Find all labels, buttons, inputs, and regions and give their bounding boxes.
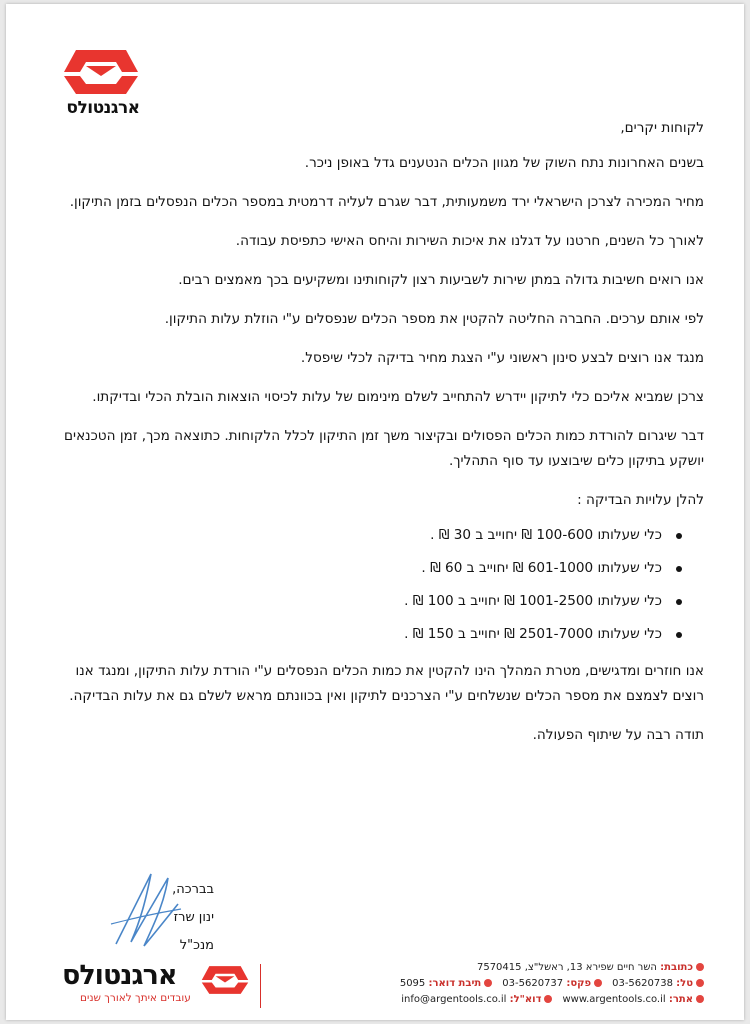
fax-icon [594, 979, 602, 987]
brand-name-footer: ארגנטולס [62, 960, 177, 991]
globe-icon [696, 995, 704, 1003]
bullet-icon [676, 566, 682, 572]
paragraph-4: אנו רואים חשיבות גדולה במתן שירות לשביעות רצון לקוחותינו ומשקיעים בכך מאמצים רבים. [178, 272, 704, 288]
signature-block [172, 876, 214, 960]
brand-logo-footer [60, 960, 260, 1010]
contact-row-phone: טל: 03-5620738 פקס: 03-5620737 תיבת דואר: 5095 [274, 976, 704, 992]
list-item: כלי שעלותו 1001-2500 ₪ יחוייב ב 100 ₪ . [64, 589, 704, 614]
paragraph-1: בשנים האחרונות נתח השוק של מגוון הכלים הנטענים גדל באופן ניכר. [304, 155, 704, 171]
footer-contacts [274, 960, 704, 1008]
signature-regards: בברכה, [172, 882, 214, 897]
brand-mark-icon [198, 964, 252, 996]
brand-logo-top [58, 48, 148, 118]
phone-icon [696, 979, 704, 987]
brand-tagline: עובדים איתך לאורך שנים [80, 992, 191, 1004]
letter-body [64, 116, 704, 762]
list-item: כלי שעלותו 2501-7000 ₪ יחוייב ב 150 ₪ . [64, 622, 704, 647]
signature-name: ינון שרז [173, 910, 214, 925]
contact-row-address: כתובת: השר חיים שפירא 13, ראשל"צ, 7570415 [274, 960, 704, 976]
paragraph-2: מחיר המכירה לצרכן הישראלי ירד משמעותית, דבר שגרם לעליה דרמטית במספר הכלים הנפסלים בזמן התיקון. [69, 194, 704, 210]
price-list [64, 523, 704, 647]
paragraph-8: דבר שיגרום להורדת כמות הכלים הפסולים ובקיצור משך זמן התיקון לכלל הלקוחות. כתוצאה מכך, זמן הטכנאים יושקע בתיקון כלים שיבוצעו עד סוף התהליך. [64, 428, 704, 469]
email-link[interactable]: דוא"ל: info@argentools.co.il [401, 992, 552, 1008]
thanks-line: תודה רבה על שיתוף הפעולה. [532, 727, 704, 743]
mailbox-icon [484, 979, 492, 987]
contact-row-web [274, 992, 704, 1008]
list-item: כלי שעלותו 100-600 ₪ יחוייב ב 30 ₪ . [64, 523, 704, 548]
website-link[interactable]: אתר: www.argentools.co.il [562, 992, 704, 1008]
location-icon [696, 963, 704, 971]
letter-page [6, 4, 744, 1020]
list-title: להלן עלויות הבדיקה : [577, 492, 704, 508]
paragraph-5: לפי אותם ערכים. החברה החליטה להקטין את מספר הכלים שנפסלים ע"י הוזלת עלות התיקון. [164, 311, 704, 327]
brand-mark-icon [58, 48, 144, 96]
paragraph-6: מנגד אנו רוצים לבצע סינון ראשוני ע"י הצגת מחיר בדיקה לכלי שיפסל. [300, 350, 704, 366]
paragraph-3: לאורך כל השנים, חרטנו על דגלנו את איכות השירות והיחס האישי כתפיסת עבודה. [235, 233, 704, 249]
footer-divider [260, 964, 261, 1008]
signature-title: מנכ"ל [179, 938, 214, 953]
greeting: לקוחות יקרים, [620, 120, 704, 136]
bullet-icon [676, 599, 682, 605]
bullet-icon [676, 533, 682, 539]
brand-name-top: ארגנטולס [66, 98, 140, 118]
at-icon [544, 995, 552, 1003]
list-item: כלי שעלותו 601-1000 ₪ יחוייב ב 60 ₪ . [64, 556, 704, 581]
paragraph-7: צרכן שמביא אליכם כלי לתיקון יידרש להתחייב לשלם מינימום של עלות לכיסוי הוצאות הובלת הכלי ובדיקתו. [92, 389, 704, 405]
closing-paragraph: אנו חוזרים ומדגישים, מטרת המהלך הינו להקטין את כמות הכלים הנפסלים ע"י הורדת עלות התיקון, ומנגד אנו רוצים לצמצם את מספר הכלים שנשלחים ע"י הצרכנים לתיקון ואין בכוונתם מראש לשלם גם את עלות הבדיקה. [69, 663, 704, 704]
bullet-icon [676, 632, 682, 638]
